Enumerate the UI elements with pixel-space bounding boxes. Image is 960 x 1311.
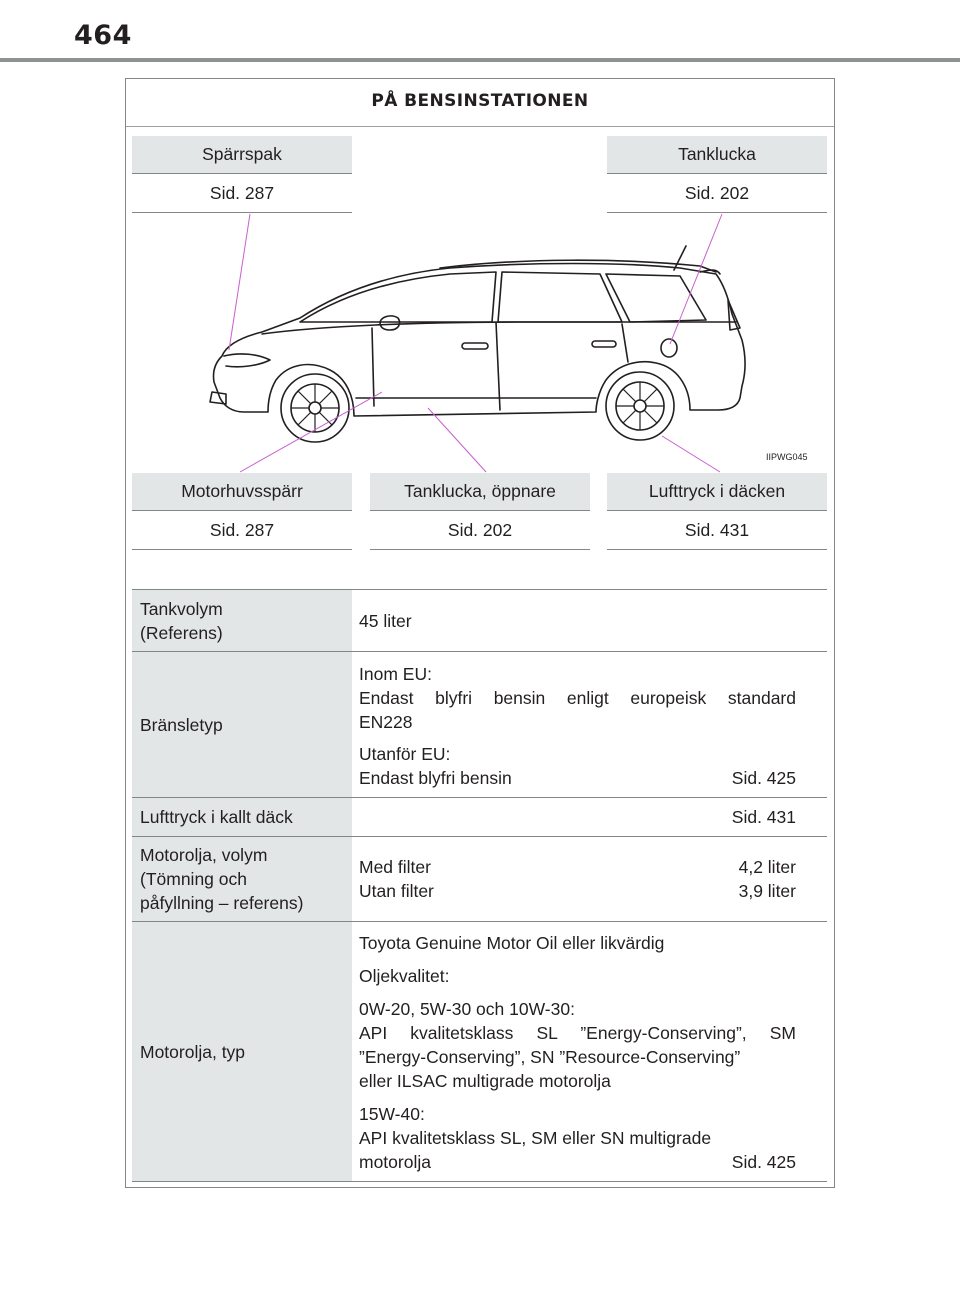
car-mirror	[380, 316, 400, 330]
spec-row-oil-type	[132, 921, 827, 1182]
leader-line-fuel-door	[670, 214, 722, 344]
spec-row-tank	[132, 589, 827, 651]
leader-line-tire	[662, 436, 720, 472]
oil-type-grade-2-text: motorolja	[359, 1152, 431, 1172]
oil-type-grade-heading-1: 0W-20, 5W-30 och 10W-30:	[359, 999, 575, 1019]
spec-label-tire: Lufttryck i kallt däck	[132, 798, 352, 836]
spec-table	[132, 589, 827, 1182]
fuel-eu-text-line2: EN228	[359, 712, 413, 732]
spec-row-tire	[132, 797, 827, 836]
callout-page-lock-lever: Sid. 287	[132, 175, 352, 213]
leader-line-fuel-opener	[428, 408, 486, 472]
callout-label-fuel-door: Tanklucka	[607, 136, 827, 174]
spec-value-oil-type	[352, 922, 827, 1181]
figure-code: IIPWG045	[766, 452, 808, 462]
spec-label-tank-line1: Tankvolym	[140, 598, 223, 619]
spec-value-oil-volume	[352, 837, 827, 921]
fuel-eu-text-line1: Endast blyfri bensin enligt europeisk standard	[359, 688, 796, 708]
page-number: 464	[74, 20, 132, 51]
car-fuel-door	[661, 339, 677, 357]
section-title: PÅ BENSINSTATIONEN	[126, 79, 834, 127]
callout-label-tire-pressure: Lufttryck i däcken	[607, 473, 827, 511]
oil-with-filter-value: 4,2 liter	[738, 857, 796, 877]
oil-volume-label-line1: Motorolja, volym	[140, 845, 268, 865]
callout-page-fuel-opener: Sid. 202	[370, 512, 590, 550]
spec-label-fuel: Bränsletyp	[132, 652, 352, 797]
callout-page-fuel-door: Sid. 202	[607, 175, 827, 213]
spec-value-tank-text: 45 liter	[359, 610, 412, 631]
spec-label-tank	[132, 590, 352, 651]
oil-without-filter-value: 3,9 liter	[738, 881, 796, 901]
fuel-eu-heading: Inom EU:	[359, 664, 432, 684]
car-windows	[300, 272, 496, 322]
fuel-noneu-text: Endast blyfri bensin	[359, 768, 512, 788]
oil-type-grade-1-line1: API kvalitetsklass SL ”Energy-Conserving”, SM	[359, 1023, 796, 1043]
callout-page-hood-latch: Sid. 287	[132, 512, 352, 550]
spec-row-oil-volume	[132, 836, 827, 921]
oil-type-grade-1-line2: ”Energy-Conserving”, SN ”Resource-Conserving”	[359, 1047, 741, 1067]
oil-type-recommendation: Toyota Genuine Motor Oil eller likvärdig	[359, 933, 665, 953]
spec-label-oil-type: Motorolja, typ	[132, 922, 352, 1181]
oil-type-grade-2-line2	[359, 1150, 796, 1174]
oil-type-grade-heading-2: 15W-40:	[359, 1104, 425, 1124]
callout-label-lock-lever: Spärrspak	[132, 136, 352, 174]
oil-with-filter-label: Med filter	[359, 857, 431, 877]
tire-page-ref: Sid. 431	[731, 807, 796, 827]
callout-label-hood-latch: Motorhuvsspärr	[132, 473, 352, 511]
spec-label-tank-line2: (Referens)	[140, 622, 223, 643]
oil-type-quality-heading: Oljekvalitet:	[359, 966, 450, 986]
spec-label-oil-volume	[132, 837, 352, 921]
oil-without-filter-line	[359, 879, 796, 903]
oil-volume-label-line2: (Tömning och	[140, 869, 247, 889]
oil-type-grade-1-line3: eller ILSAC multigrade motorolja	[359, 1071, 611, 1091]
leader-line-lock-lever	[229, 214, 250, 350]
oil-without-filter-label: Utan filter	[359, 881, 434, 901]
spec-value-tire	[352, 798, 827, 836]
fuel-noneu-page-ref: Sid. 425	[731, 768, 796, 788]
callout-label-fuel-opener: Tanklucka, öppnare	[370, 473, 590, 511]
fuel-noneu-line	[359, 766, 796, 790]
fuel-noneu-heading: Utanför EU:	[359, 744, 451, 764]
oil-volume-label-line3: påfyllning – referens)	[140, 893, 304, 913]
callout-page-tire-pressure: Sid. 431	[607, 512, 827, 550]
spec-row-fuel	[132, 651, 827, 797]
spec-value-fuel	[352, 652, 827, 797]
oil-type-page-ref: Sid. 425	[731, 1152, 796, 1172]
oil-type-grade-2-line1: API kvalitetsklass SL, SM eller SN multigrade	[359, 1128, 712, 1148]
oil-with-filter-line	[359, 855, 796, 879]
spec-value-tank	[352, 590, 827, 651]
